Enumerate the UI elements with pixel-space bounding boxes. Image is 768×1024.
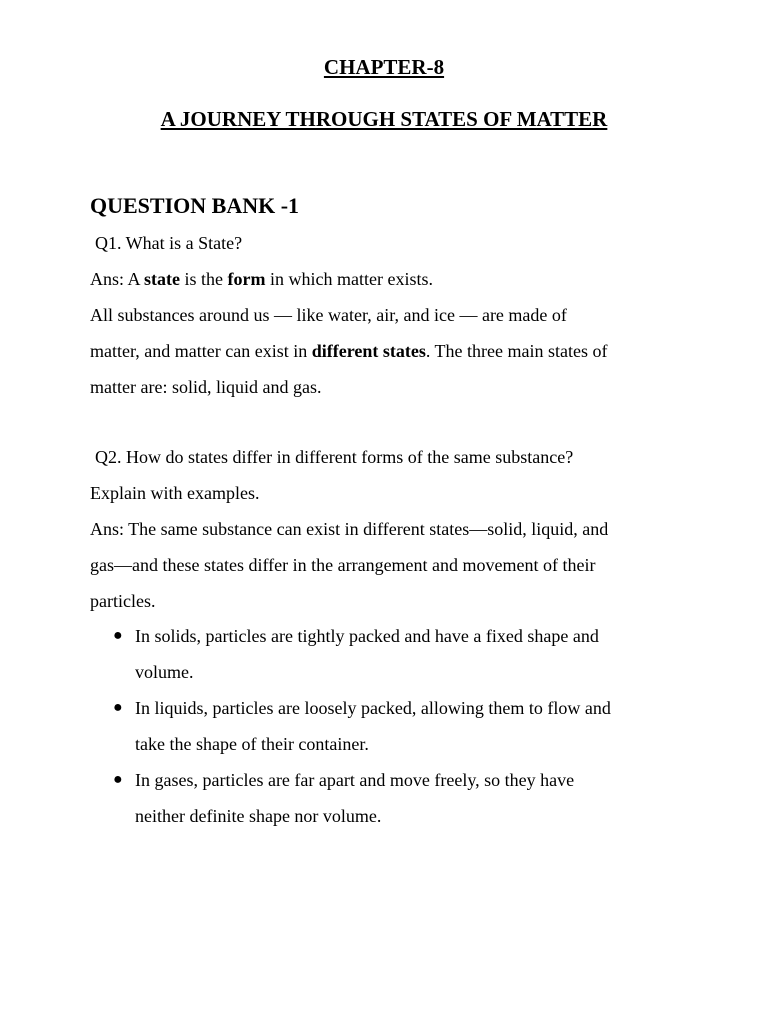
question-2-text-line-1: Q2. How do states differ in different forms of the same substance? [95, 447, 574, 467]
list-item [90, 762, 690, 834]
answer-2-bullet-list [90, 618, 690, 834]
list-item [90, 618, 690, 690]
question-1-block [90, 225, 690, 405]
chapter-title: CHAPTER-8 [323, 55, 445, 79]
answer-1-prefix: Ans: A [90, 269, 145, 289]
bullet-2-line-1: In liquids, particles are loosely packed, allowing them to flow and [135, 698, 611, 718]
answer-1-para-line-3: matter are: solid, liquid and gas. [90, 377, 322, 397]
answer-2-line-2: gas—and these states differ in the arrangement and movement of their [90, 555, 596, 575]
bullet-dot-icon: ● [113, 627, 123, 644]
bullet-dot-icon: ● [113, 771, 123, 788]
answer-1-mid: is the [180, 269, 228, 289]
answer-2-line-3: particles. [90, 591, 156, 611]
answer-1-para-line-2 [90, 333, 690, 369]
answer-1-bold-form: form [227, 269, 266, 289]
answer-1-para-line-1: All substances around us — like water, air, and ice — are made of [90, 305, 567, 325]
answer-1-para-line-2-suffix: . The three main states of [425, 341, 608, 361]
answer-1-line [90, 261, 690, 297]
section-title: QUESTION BANK -1 [90, 193, 300, 218]
bullet-1-line-2: volume. [135, 662, 194, 682]
chapter-subtitle: A JOURNEY THROUGH STATES OF MATTER [160, 107, 608, 131]
bullet-dot-icon: ● [113, 699, 123, 716]
answer-2-line-1: Ans: The same substance can exist in different states—solid, liquid, and [90, 519, 609, 539]
list-item [90, 690, 690, 762]
question-2-text-line-2: Explain with examples. [90, 483, 260, 503]
question-2-block [90, 439, 690, 619]
bullet-2-line-2: take the shape of their container. [135, 734, 369, 754]
bullet-1-line-1: In solids, particles are tightly packed and have a fixed shape and [135, 626, 599, 646]
answer-1-para-line-2-prefix: matter, and matter can exist in [90, 341, 312, 361]
question-1-text: Q1. What is a State? [95, 233, 243, 253]
answer-1-bold-state: state [144, 269, 181, 289]
answer-1-bold-different-states: different states [311, 341, 426, 361]
bullet-3-line-2: neither definite shape nor volume. [135, 806, 382, 826]
answer-1-suffix: in which matter exists. [265, 269, 433, 289]
bullet-3-line-1: In gases, particles are far apart and move freely, so they have [135, 770, 575, 790]
